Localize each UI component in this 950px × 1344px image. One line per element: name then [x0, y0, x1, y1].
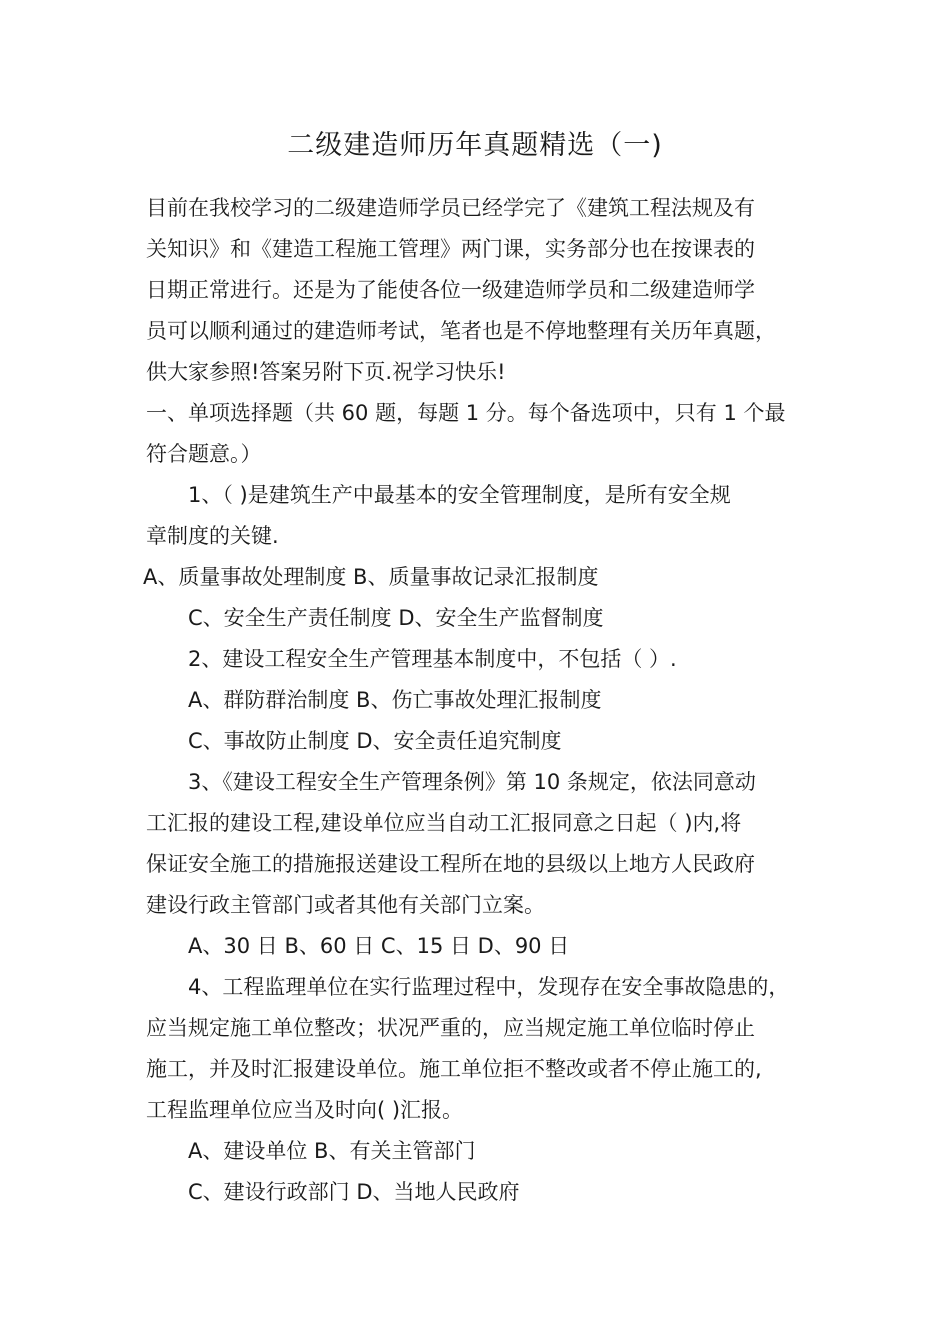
text-line: 应当规定施工单位整改；状况严重的，应当规定施工单位临时停止 [146, 1016, 755, 1040]
text-line: 一、单项选择题（共 60 题，每题 1 分。每个备选项中，只有 1 个最 [146, 401, 786, 425]
text-line: A、群防群治制度 B、伤亡事故处理汇报制度 [188, 688, 602, 712]
document-title: 二级建造师历年真题精选（一) [287, 130, 663, 161]
text-line: 供大家参照!答案另附下页.祝学习快乐! [146, 360, 506, 384]
text-line: 工汇报的建设工程,建设单位应当自动工汇报同意之日起（ )内,将 [146, 811, 742, 835]
text-line: 章制度的关键. [146, 524, 279, 548]
text-line: 2、建设工程安全生产管理基本制度中，不包括（ ）. [188, 647, 677, 671]
text-line: A、建设单位 B、有关主管部门 [188, 1139, 476, 1163]
text-line: A、质量事故处理制度 B、质量事故记录汇报制度 [143, 565, 599, 589]
text-line: C、安全生产责任制度 D、安全生产监督制度 [188, 606, 604, 630]
text-line: 关知识》和《建造工程施工管理》两门课，实务部分也在按课表的 [146, 237, 755, 261]
text-line: 工程监理单位应当及时向( )汇报。 [146, 1098, 464, 1122]
text-line: 日期正常进行。还是为了能使各位一级建造师学员和二级建造师学 [146, 278, 755, 302]
text-line: 符合题意。） [146, 442, 262, 466]
text-line: 建设行政主管部门或者其他有关部门立案。 [146, 893, 545, 917]
text-line: 4、工程监理单位在实行监理过程中，发现存在安全事故隐患的， [188, 975, 790, 999]
text-line: 员可以顺利通过的建造师考试，笔者也是不停地整理有关历年真题， [146, 319, 776, 343]
text-line: C、事故防止制度 D、安全责任追究制度 [188, 729, 562, 753]
text-line: 保证安全施工的措施报送建设工程所在地的县级以上地方人民政府 [146, 852, 755, 876]
document-body [143, 188, 826, 1213]
text-line: 施工，并及时汇报建设单位。施工单位拒不整改或者不停止施工的, [146, 1057, 762, 1081]
text-line: 3、《建设工程安全生产管理条例》第 10 条规定，依法同意动 [188, 770, 756, 794]
text-line: C、建设行政部门 D、当地人民政府 [188, 1180, 520, 1204]
text-line: 目前在我校学习的二级建造师学员已经学完了《建筑工程法规及有 [146, 196, 755, 220]
text-line: 1、（ )是建筑生产中最基本的安全管理制度，是所有安全规 [188, 483, 731, 507]
text-line: A、30 日 B、60 日 C、15 日 D、90 日 [188, 934, 570, 958]
